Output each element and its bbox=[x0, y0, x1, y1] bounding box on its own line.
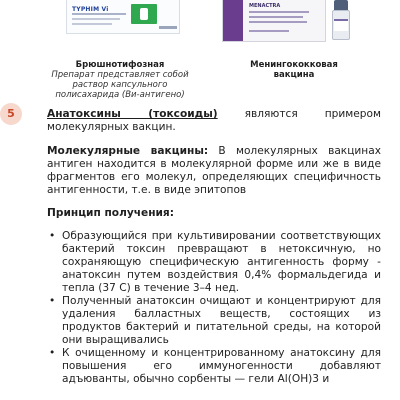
toxoids-term: Анатоксины (токсоиды) bbox=[47, 108, 218, 120]
principle-list bbox=[47, 230, 381, 386]
bullet-dot-icon: • bbox=[49, 347, 56, 359]
typhoid-caption-note: Препарат представляет собой раствор капсульного полисахарида (Ви-антигено) bbox=[51, 70, 189, 100]
typhoid-caption bbox=[40, 60, 200, 100]
intro-rest: являются примером молекулярных вакцин. bbox=[47, 108, 381, 133]
section-number-badge: 5 bbox=[0, 103, 22, 125]
typhoid-caption-title: Брюшнотифозная bbox=[75, 60, 165, 70]
definition-label: Молекулярные вакцины: bbox=[47, 145, 209, 157]
typhoid-vaccine-box bbox=[66, 0, 180, 34]
meningococcal-vaccine-image bbox=[222, 0, 354, 56]
bullet-dot-icon: • bbox=[49, 230, 56, 242]
intro-paragraph bbox=[47, 108, 381, 134]
meningococcal-vaccine-box bbox=[222, 0, 326, 42]
typhoid-vaccine-image bbox=[66, 0, 180, 56]
definition-text: В молекулярных вакцинах антиген находится в молекулярной форме или же в виде фрагментов его молекул, определяющих специфичность антигенности, т.е. в виде эпитопов bbox=[47, 145, 381, 196]
green-stripe bbox=[131, 4, 157, 24]
purple-band bbox=[223, 0, 243, 41]
principle-heading: Принцип получения: bbox=[47, 207, 174, 219]
section-content bbox=[47, 108, 381, 386]
bullet-dot-icon: • bbox=[49, 295, 56, 307]
manufacturer-logo bbox=[159, 26, 177, 29]
meningococcal-box-brand: MENACTRA bbox=[249, 3, 281, 9]
typhoid-box-brand: TYPHIM Vi bbox=[72, 6, 109, 13]
vaccine-vial bbox=[332, 0, 350, 42]
definition-paragraph bbox=[47, 145, 381, 197]
list-item: • К очищенному и концентрированному анатоксину для повышения его иммуногенности добавляют адъюванты, обычно сорбенты — гели Al(OH)3 и bbox=[49, 347, 381, 385]
meningococcal-caption: Менингококковая вакцина bbox=[250, 60, 338, 80]
list-item: • Полученный анатоксин очищают и концентрируют для удаления балластных веществ, состоящих из продуктов бактерий и питательной среды, на которой они выращивались bbox=[49, 295, 381, 346]
list-item: • Образующийся при культивировании соответствующих бактерий токсин превращают в нетоксичную, но сохраняющую специфическую антигенность форму - анатоксин путем воздействия 0,4% формальдегида и тепла (37 С) в течение 3–4 нед. bbox=[49, 230, 381, 294]
